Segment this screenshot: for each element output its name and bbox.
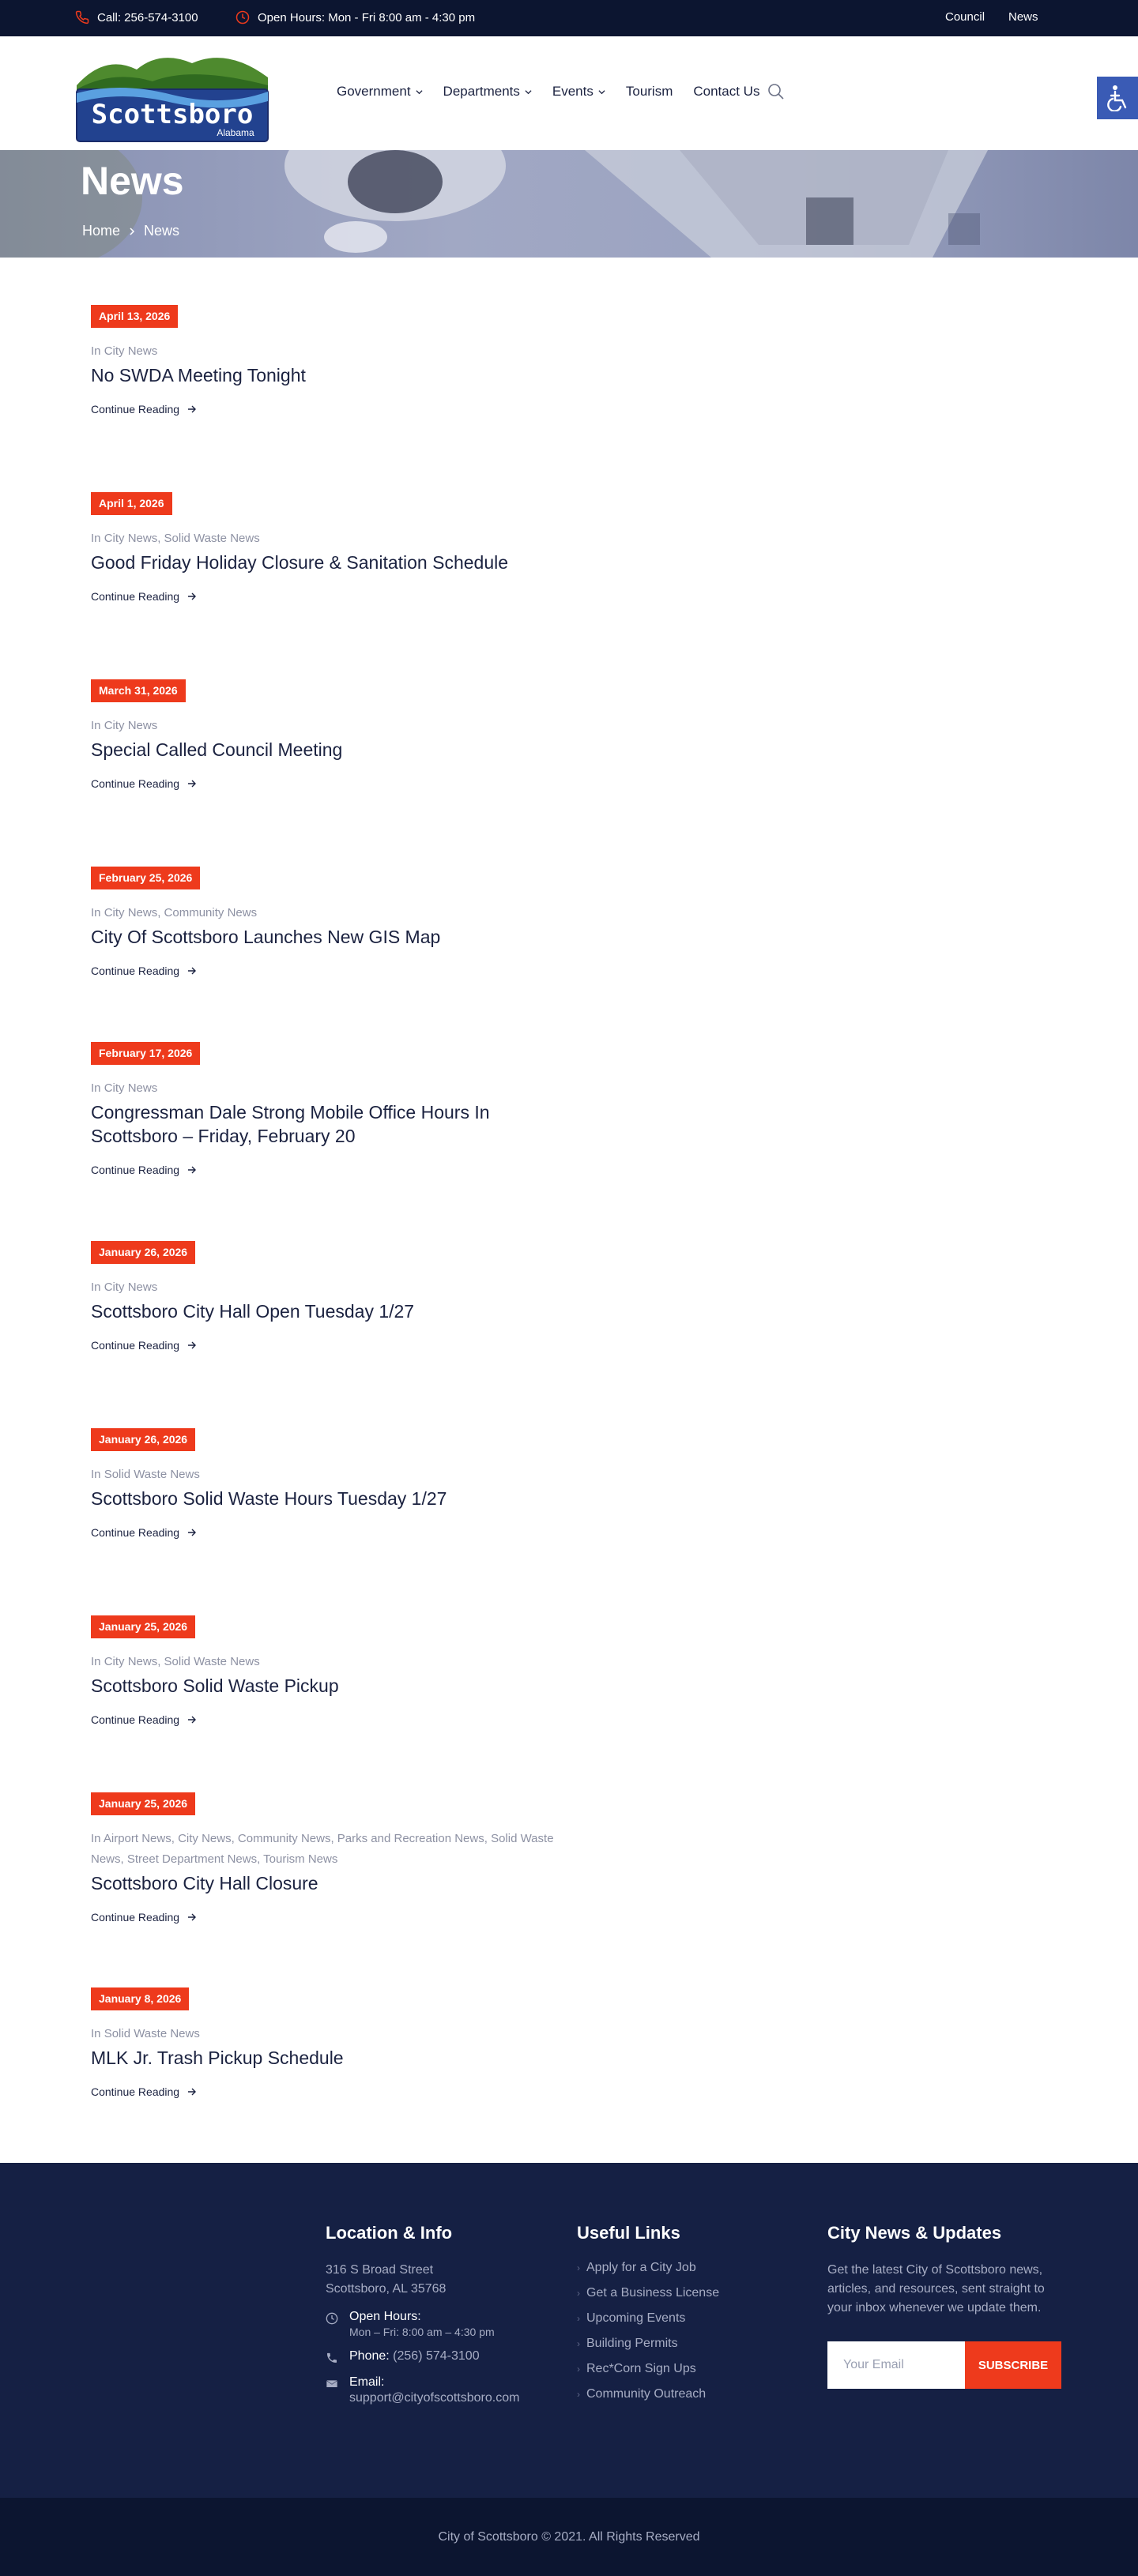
continue-reading-label: Continue Reading [91,403,180,416]
arrow-right-icon [187,966,197,976]
date-badge: January 26, 2026 [91,1241,195,1264]
category-link[interactable]: Street Department News [126,1852,258,1866]
news-post [91,1428,565,1540]
footer-hours [326,2310,563,2338]
arrow-right-icon [187,404,197,414]
address-line-2: Scottsboro, AL 35768 [326,2282,447,2296]
category-link[interactable]: Solid Waste News [164,1655,260,1668]
search-icon[interactable] [767,82,786,101]
arrow-right-icon [187,1528,197,1537]
envelope-icon [326,2378,338,2390]
category-link[interactable]: Community News [237,1832,331,1845]
useful-links-list [577,2261,814,2401]
continue-reading-label: Continue Reading [91,965,180,977]
categories-prefix: In [91,2027,104,2040]
hours-text: Open Hours: Mon - Fri 8:00 am - 4:30 pm [258,10,476,24]
post-categories [91,1078,557,1099]
post-categories [91,1277,557,1298]
breadcrumb [82,223,179,239]
continue-reading-link[interactable] [91,965,197,977]
continue-reading-link[interactable] [91,403,197,416]
continue-reading-link[interactable] [91,777,197,790]
breadcrumb-current: News [144,223,180,239]
phone-value[interactable]: (256) 574-3100 [393,2349,480,2363]
nav-contact-us[interactable] [693,84,759,100]
news-post [91,1241,565,1353]
arrow-right-icon [187,1715,197,1724]
category-link[interactable]: Tourism News [263,1852,338,1866]
phone-icon [75,10,89,24]
continue-reading-link[interactable] [91,1164,197,1176]
chevron-down-icon [525,88,532,96]
post-title[interactable]: Scottsboro City Hall Open Tuesday 1/27 [91,1301,415,1322]
accessibility-button[interactable] [1097,77,1138,119]
post-title[interactable]: MLK Jr. Trash Pickup Schedule [91,2048,344,2068]
chevron-right-icon: › [577,2288,580,2299]
hours-value: Mon – Fri: 8:00 am – 4:30 pm [349,2326,495,2338]
footer-link-label: Community Outreach [586,2387,707,2401]
breadcrumb-home[interactable]: Home [82,223,121,239]
subscribe-button[interactable]: SUBSCRIBE [965,2341,1061,2389]
news-post [91,1615,565,1728]
chevron-down-icon [598,88,605,96]
top-link-news[interactable]: News [1008,10,1038,24]
email-value[interactable]: support@cityofscottsboro.com [349,2391,520,2405]
address [326,2261,563,2299]
continue-reading-link[interactable] [91,2085,197,2098]
category-link[interactable]: Community News [164,906,258,919]
nav-events[interactable] [552,84,605,100]
post-title[interactable]: City Of Scottsboro Launches New GIS Map [91,927,441,947]
post-title[interactable]: Congressman Dale Strong Mobile Office Hours In Scottsboro – Friday, February 20 [91,1102,490,1146]
chevron-right-icon [128,228,136,235]
chevron-right-icon: › [577,2389,580,2400]
footer-newsletter-heading: City News & Updates [827,2223,1002,2243]
date-badge: March 31, 2026 [91,679,186,702]
nav-tourism-label: Tourism [625,84,673,99]
chevron-right-icon: › [577,2364,580,2375]
footer-link[interactable] [577,2311,814,2326]
arrow-right-icon [187,779,197,788]
nav-government[interactable] [337,84,423,100]
svg-text:Scottsboro: Scottsboro [91,99,254,130]
category-link[interactable]: City News [104,906,158,919]
date-badge: January 8, 2026 [91,1987,189,2010]
copyright-bar [0,2498,1138,2576]
date-badge: January 26, 2026 [91,1428,195,1451]
arrow-right-icon [187,1341,197,1350]
footer-location [326,2223,563,2405]
phone-label: Phone: [349,2349,390,2363]
top-bar [0,0,1138,36]
footer-link-label: Get a Business License [586,2286,720,2300]
category-link[interactable]: Solid Waste News [104,1468,200,1481]
footer-link-label: Building Permits [586,2337,678,2350]
post-categories: In City News, Solid Waste News [91,532,260,545]
news-post [91,867,565,979]
continue-reading-label: Continue Reading [91,1339,180,1352]
footer-link[interactable] [577,2286,814,2300]
post-title[interactable]: Special Called Council Meeting [91,739,343,760]
continue-reading-link[interactable] [91,1713,197,1726]
newsletter-description: Get the latest City of Scottsboro news, articles, and resources, sent straight to your inbox whenever we update them. [827,2263,1045,2315]
date-badge: February 25, 2026 [91,867,200,889]
post-title[interactable]: Good Friday Holiday Closure & Sanitation Schedule [91,552,509,573]
category-link[interactable]: City News [104,344,158,358]
call-info[interactable] [75,10,198,24]
footer-link-label: Rec*Corn Sign Ups [586,2362,696,2375]
news-post [91,492,565,604]
chevron-right-icon: › [577,2313,580,2324]
post-categories [91,716,557,736]
arrow-right-icon [187,1165,197,1175]
categories-prefix: In [91,719,104,732]
nav-events-label: Events [552,84,593,99]
footer-link-label: Apply for a City Job [586,2261,696,2274]
footer-link[interactable] [577,2362,814,2376]
continue-reading-label: Continue Reading [91,1713,180,1726]
copyright-text: City of Scottsboro © 2021. All Rights Reserved [438,2529,700,2544]
continue-reading-link[interactable] [91,590,197,603]
hours-info [236,10,475,24]
news-post [91,679,565,792]
email-label: Email: [349,2375,385,2389]
categories-prefix: In [91,1081,104,1095]
post-categories [91,2024,557,2044]
post-categories: In City News, Solid Waste News [91,1655,260,1668]
post-title[interactable]: No SWDA Meeting Tonight [91,365,306,385]
arrow-right-icon [187,1912,197,1922]
post-categories [91,1465,557,1485]
footer-link[interactable] [577,2337,814,2351]
continue-reading-link[interactable] [91,1911,197,1924]
categories-prefix: In [91,1655,104,1668]
post-categories: In City News, Community News [91,906,258,919]
categories-prefix: In [91,1832,104,1845]
category-link[interactable]: Solid Waste News [91,1832,554,1866]
nav-departments[interactable] [443,84,532,100]
news-post [91,1792,565,1925]
site-header [0,36,1138,150]
continue-reading-link[interactable] [91,1339,197,1352]
continue-reading-link[interactable] [91,1526,197,1539]
categories-prefix: In [91,1280,104,1294]
continue-reading-label: Continue Reading [91,1526,180,1539]
hours-label: Open Hours: [349,2310,421,2323]
scottsboro-logo[interactable] [73,46,271,144]
arrow-right-icon [187,592,197,601]
continue-reading-label: Continue Reading [91,1164,180,1176]
category-link[interactable]: Airport News [103,1832,171,1845]
footer-link-label: Upcoming Events [586,2311,686,2325]
category-link[interactable]: City News [104,1081,158,1095]
chevron-down-icon [416,88,423,96]
main-nav [337,84,780,100]
date-badge: January 25, 2026 [91,1615,195,1638]
category-link[interactable]: Solid Waste News [164,532,260,545]
post-title[interactable]: Scottsboro Solid Waste Pickup [91,1675,339,1696]
continue-reading-label: Continue Reading [91,1911,180,1924]
newsletter-email-input[interactable] [827,2341,965,2389]
news-post [91,305,565,417]
post-title[interactable]: Scottsboro City Hall Closure [91,1873,318,1893]
site-footer [0,2163,1138,2498]
category-link[interactable]: Parks and Recreation News [337,1832,484,1845]
category-link[interactable]: City News [178,1832,232,1845]
continue-reading-label: Continue Reading [91,2085,180,2098]
footer-location-heading: Location & Info [326,2223,453,2243]
category-link[interactable]: City News [104,1655,158,1668]
category-link[interactable]: City News [104,532,158,545]
date-badge: April 1, 2026 [91,492,172,515]
post-title[interactable]: Scottsboro Solid Waste Hours Tuesday 1/27 [91,1488,447,1509]
continue-reading-label: Continue Reading [91,590,180,603]
nav-contact-us-label: Contact Us [693,84,760,99]
date-badge: April 13, 2026 [91,305,178,328]
call-text: Call: 256-574-3100 [97,10,198,24]
phone-icon [326,2352,338,2364]
categories-prefix: In [91,906,104,919]
categories-prefix: In [91,1468,104,1481]
category-link[interactable]: Solid Waste News [104,2027,200,2040]
date-badge: January 25, 2026 [91,1792,195,1815]
footer-newsletter [827,2223,1065,2389]
footer-email [326,2375,563,2405]
clock-icon [326,2312,338,2325]
nav-government-label: Government [337,84,411,99]
chevron-right-icon: › [577,2262,580,2273]
categories-prefix: In [91,344,104,358]
news-post [91,1042,565,1178]
accessibility-icon [1106,85,1129,111]
continue-reading-label: Continue Reading [91,777,180,790]
address-line-1: 316 S Broad Street [326,2263,434,2277]
footer-phone [326,2349,563,2364]
category-link[interactable]: City News [104,1280,158,1294]
post-categories [91,341,557,362]
subscribe-form [827,2341,1065,2389]
chevron-right-icon: › [577,2338,580,2349]
top-link-council[interactable]: Council [945,10,985,24]
footer-link[interactable] [577,2261,814,2275]
footer-useful-links [577,2223,814,2412]
page-title: News [81,159,184,203]
svg-text:Alabama: Alabama [217,127,254,138]
footer-links-heading: Useful Links [577,2223,680,2243]
date-badge: February 17, 2026 [91,1042,200,1065]
nav-departments-label: Departments [443,84,520,99]
category-link[interactable]: City News [104,719,158,732]
footer-link[interactable] [577,2387,814,2401]
post-categories: In Airport News, City News, Community News, Parks and Recreation News, Solid Waste News, Street Department News, Tourism News [91,1832,554,1866]
clock-icon [236,10,250,24]
arrow-right-icon [187,2087,197,2097]
nav-tourism[interactable] [626,84,673,100]
categories-prefix: In [91,532,104,545]
news-post [91,1987,565,2100]
page-hero [0,150,1138,258]
